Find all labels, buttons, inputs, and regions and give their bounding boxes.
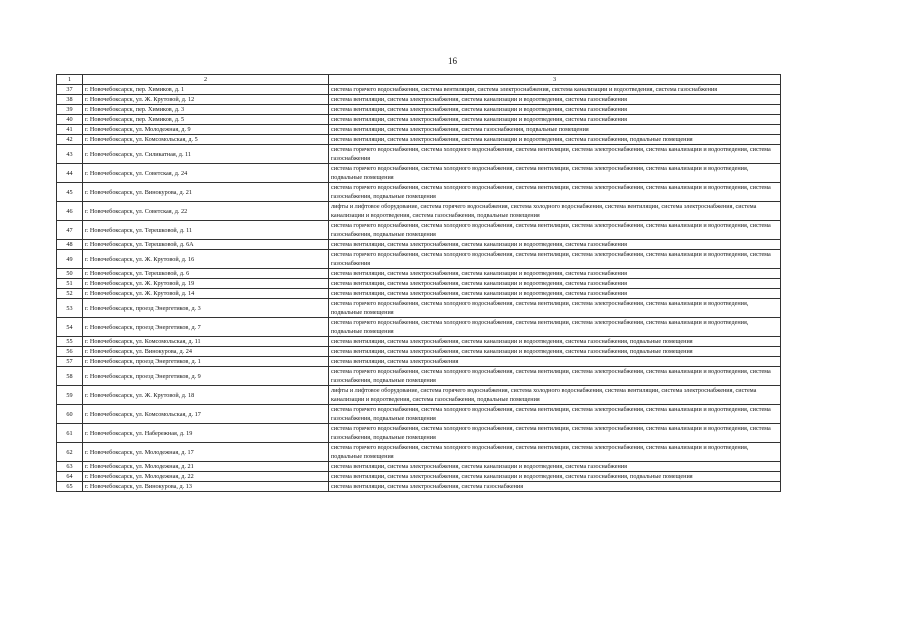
row-address: г. Новочебоксарск, ул. Винокурова, д. 21 xyxy=(83,183,329,202)
row-number: 47 xyxy=(57,221,83,240)
row-systems: система вентиляции, система электроснабжения, система канализации и водоотведения, система газоснабжения, подвальные помещения xyxy=(329,337,781,347)
table-row xyxy=(57,164,781,183)
page-number: 16 xyxy=(448,56,457,66)
row-number: 42 xyxy=(57,135,83,145)
table-row xyxy=(57,250,781,269)
table-row xyxy=(57,386,781,405)
row-address: г. Новочебоксарск, ул. Ж. Крутовой, д. 18 xyxy=(83,386,329,405)
row-number: 49 xyxy=(57,250,83,269)
table-row xyxy=(57,202,781,221)
table-row xyxy=(57,221,781,240)
table-row xyxy=(57,347,781,357)
row-systems: система вентиляции, система электроснабжения, система газоснабжения, подвальные помещения xyxy=(329,125,781,135)
table-row xyxy=(57,240,781,250)
row-systems: система вентиляции, система электроснабжения, система канализации и водоотведения, система газоснабжения, подвальные помещения xyxy=(329,347,781,357)
row-address: г. Новочебоксарск, ул. Ж. Крутовой, д. 12 xyxy=(83,95,329,105)
row-systems: система горячего водоснабжения, система холодного водоснабжения, система вентиляции, система электроснабжения, система канализации и водоотведения, система газоснабжения, подвальные помещения xyxy=(329,183,781,202)
row-address: г. Новочебоксарск, проезд Энергетиков, д. 9 xyxy=(83,367,329,386)
row-address: г. Новочебоксарск, проезд Энергетиков, д. 1 xyxy=(83,357,329,367)
row-number: 52 xyxy=(57,289,83,299)
row-systems: система горячего водоснабжения, система холодного водоснабжения, система вентиляции, система электроснабжения, система канализации и водоотведения, система газоснабжения xyxy=(329,250,781,269)
row-number: 59 xyxy=(57,386,83,405)
row-number: 40 xyxy=(57,115,83,125)
row-number: 64 xyxy=(57,472,83,482)
column-header-address: 2 xyxy=(83,75,329,85)
row-systems: лифты и лифтовое оборудование, система горячего водоснабжения, система холодного водоснабжения, система вентиляции, система электроснабжения, система канализации и водоотведения, система газоснабжения, подвальные помещения xyxy=(329,202,781,221)
table-row xyxy=(57,318,781,337)
row-number: 60 xyxy=(57,405,83,424)
row-systems: система вентиляции, система электроснабжения, система канализации и водоотведения, система газоснабжения, подвальные помещения xyxy=(329,135,781,145)
row-systems: система вентиляции, система электроснабжения, система канализации и водоотведения, система газоснабжения xyxy=(329,115,781,125)
table-row xyxy=(57,357,781,367)
table-row xyxy=(57,125,781,135)
row-systems: система горячего водоснабжения, система холодного водоснабжения, система вентиляции, система электроснабжения, система канализации и водоотведения, подвальные помещения xyxy=(329,443,781,462)
row-address: г. Новочебоксарск, ул. Молодежная, д. 9 xyxy=(83,125,329,135)
row-address: г. Новочебоксарск, ул. Комсомольская, д. 5 xyxy=(83,135,329,145)
table-row xyxy=(57,269,781,279)
table-row xyxy=(57,482,781,492)
row-systems: система вентиляции, система электроснабжения, система канализации и водоотведения, система газоснабжения xyxy=(329,105,781,115)
row-systems: система вентиляции, система электроснабжения, система канализации и водоотведения, система газоснабжения xyxy=(329,462,781,472)
row-address: г. Новочебоксарск, ул. Силикатная, д. 11 xyxy=(83,145,329,164)
table-row xyxy=(57,95,781,105)
row-address: г. Новочебоксарск, ул. Комсомольская, д. 11 xyxy=(83,337,329,347)
table-row xyxy=(57,462,781,472)
row-systems: система вентиляции, система электроснабжения, система канализации и водоотведения, система газоснабжения xyxy=(329,95,781,105)
row-address: г. Новочебоксарск, ул. Ж. Крутовой, д. 14 xyxy=(83,289,329,299)
row-address: г. Новочебоксарск, ул. Советская, д. 22 xyxy=(83,202,329,221)
table-row xyxy=(57,367,781,386)
table-row xyxy=(57,105,781,115)
row-address: г. Новочебоксарск, проезд Энергетиков, д. 7 xyxy=(83,318,329,337)
row-address: г. Новочебоксарск, ул. Терешковой, д. 6 xyxy=(83,269,329,279)
row-number: 48 xyxy=(57,240,83,250)
row-number: 39 xyxy=(57,105,83,115)
table-row xyxy=(57,183,781,202)
table-row xyxy=(57,424,781,443)
table-row xyxy=(57,85,781,95)
table-row xyxy=(57,115,781,125)
row-systems: система горячего водоснабжения, система холодного водоснабжения, система вентиляции, система электроснабжения, система канализации и водоотведения, система газоснабжения, подвальные помещения xyxy=(329,405,781,424)
row-systems: система вентиляции, система электроснабжения, система канализации и водоотведения, система газоснабжения xyxy=(329,279,781,289)
row-address: г. Новочебоксарск, пер. Химиков, д. 3 xyxy=(83,105,329,115)
row-systems: система горячего водоснабжения, система холодного водоснабжения, система вентиляции, система электроснабжения, система канализации и водоотведения, подвальные помещения xyxy=(329,318,781,337)
row-number: 58 xyxy=(57,367,83,386)
row-systems: система горячего водоснабжения, система холодного водоснабжения, система вентиляции, система электроснабжения, система канализации и водоотведения, подвальные помещения xyxy=(329,164,781,183)
column-header-number: 1 xyxy=(57,75,83,85)
row-address: г. Новочебоксарск, ул. Ж. Крутовой, д. 19 xyxy=(83,279,329,289)
row-number: 51 xyxy=(57,279,83,289)
row-systems: лифты и лифтовое оборудование, система горячего водоснабжения, система холодного водоснабжения, система вентиляции, система электроснабжения, система канализации и водоотведения, система газоснабжения, подвальные помещения xyxy=(329,386,781,405)
table-row xyxy=(57,279,781,289)
table-body xyxy=(57,85,781,492)
row-systems: система горячего водоснабжения, система вентиляции, система электроснабжения, система канализации и водоотведения, система газоснабжения xyxy=(329,85,781,95)
row-systems: система горячего водоснабжения, система холодного водоснабжения, система вентиляции, система электроснабжения, система канализации и водоотведения, система газоснабжения xyxy=(329,145,781,164)
row-address: г. Новочебоксарск, ул. Терешковой, д. 6А xyxy=(83,240,329,250)
table-row xyxy=(57,145,781,164)
row-number: 46 xyxy=(57,202,83,221)
table-row xyxy=(57,443,781,462)
row-number: 65 xyxy=(57,482,83,492)
table-row xyxy=(57,472,781,482)
row-systems: система вентиляции, система электроснабжения, система газоснабжения xyxy=(329,482,781,492)
buildings-table xyxy=(56,74,781,492)
row-number: 45 xyxy=(57,183,83,202)
row-systems: система вентиляции, система электроснабжения, система канализации и водоотведения, система газоснабжения, подвальные помещения xyxy=(329,472,781,482)
row-number: 41 xyxy=(57,125,83,135)
table-row xyxy=(57,135,781,145)
row-address: г. Новочебоксарск, ул. Советская, д. 24 xyxy=(83,164,329,183)
table-row xyxy=(57,405,781,424)
row-number: 62 xyxy=(57,443,83,462)
row-number: 44 xyxy=(57,164,83,183)
table-row xyxy=(57,337,781,347)
row-number: 50 xyxy=(57,269,83,279)
row-address: г. Новочебоксарск, ул. Винокурова, д. 24 xyxy=(83,347,329,357)
row-address: г. Новочебоксарск, ул. Ж. Крутовой, д. 16 xyxy=(83,250,329,269)
row-address: г. Новочебоксарск, ул. Комсомольская, д. 17 xyxy=(83,405,329,424)
row-address: г. Новочебоксарск, пер. Химиков, д. 1 xyxy=(83,85,329,95)
column-header-systems: 3 xyxy=(329,75,781,85)
row-systems: система горячего водоснабжения, система холодного водоснабжения, система вентиляции, система электроснабжения, система канализации и водоотведения, система газоснабжения, подвальные помещения xyxy=(329,424,781,443)
row-address: г. Новочебоксарск, пер. Химиков, д. 5 xyxy=(83,115,329,125)
row-number: 37 xyxy=(57,85,83,95)
row-address: г. Новочебоксарск, ул. Молодежная, д. 21 xyxy=(83,462,329,472)
row-address: г. Новочебоксарск, ул. Молодежная, д. 17 xyxy=(83,443,329,462)
row-address: г. Новочебоксарск, ул. Терешковой, д. 11 xyxy=(83,221,329,240)
row-number: 38 xyxy=(57,95,83,105)
row-number: 55 xyxy=(57,337,83,347)
row-systems: система горячего водоснабжения, система холодного водоснабжения, система вентиляции, система электроснабжения, система канализации и водоотведения, система газоснабжения, подвальные помещения xyxy=(329,221,781,240)
row-number: 43 xyxy=(57,145,83,164)
row-systems: система горячего водоснабжения, система холодного водоснабжения, система вентиляции, система электроснабжения, система канализации и водоотведения, система газоснабжения, подвальные помещения xyxy=(329,367,781,386)
row-number: 53 xyxy=(57,299,83,318)
table-row xyxy=(57,289,781,299)
row-address: г. Новочебоксарск, ул. Набережная, д. 19 xyxy=(83,424,329,443)
row-number: 56 xyxy=(57,347,83,357)
row-number: 57 xyxy=(57,357,83,367)
row-systems: система вентиляции, система электроснабжения, система канализации и водоотведения, система газоснабжения xyxy=(329,289,781,299)
row-systems: система горячего водоснабжения, система холодного водоснабжения, система вентиляции, система электроснабжения, система канализации и водоотведения, подвальные помещения xyxy=(329,299,781,318)
row-systems: система вентиляции, система электроснабжения, система канализации и водоотведения, система газоснабжения xyxy=(329,269,781,279)
row-number: 63 xyxy=(57,462,83,472)
row-systems: система вентиляции, система электроснабжения, система канализации и водоотведения, система газоснабжения xyxy=(329,240,781,250)
row-number: 61 xyxy=(57,424,83,443)
row-address: г. Новочебоксарск, проезд Энергетиков, д. 3 xyxy=(83,299,329,318)
row-address: г. Новочебоксарск, ул. Винокурова, д. 13 xyxy=(83,482,329,492)
row-number: 54 xyxy=(57,318,83,337)
row-address: г. Новочебоксарск, ул. Молодежная, д. 22 xyxy=(83,472,329,482)
table-row xyxy=(57,299,781,318)
row-systems: система вентиляции, система электроснабжения xyxy=(329,357,781,367)
header-row xyxy=(57,75,781,85)
